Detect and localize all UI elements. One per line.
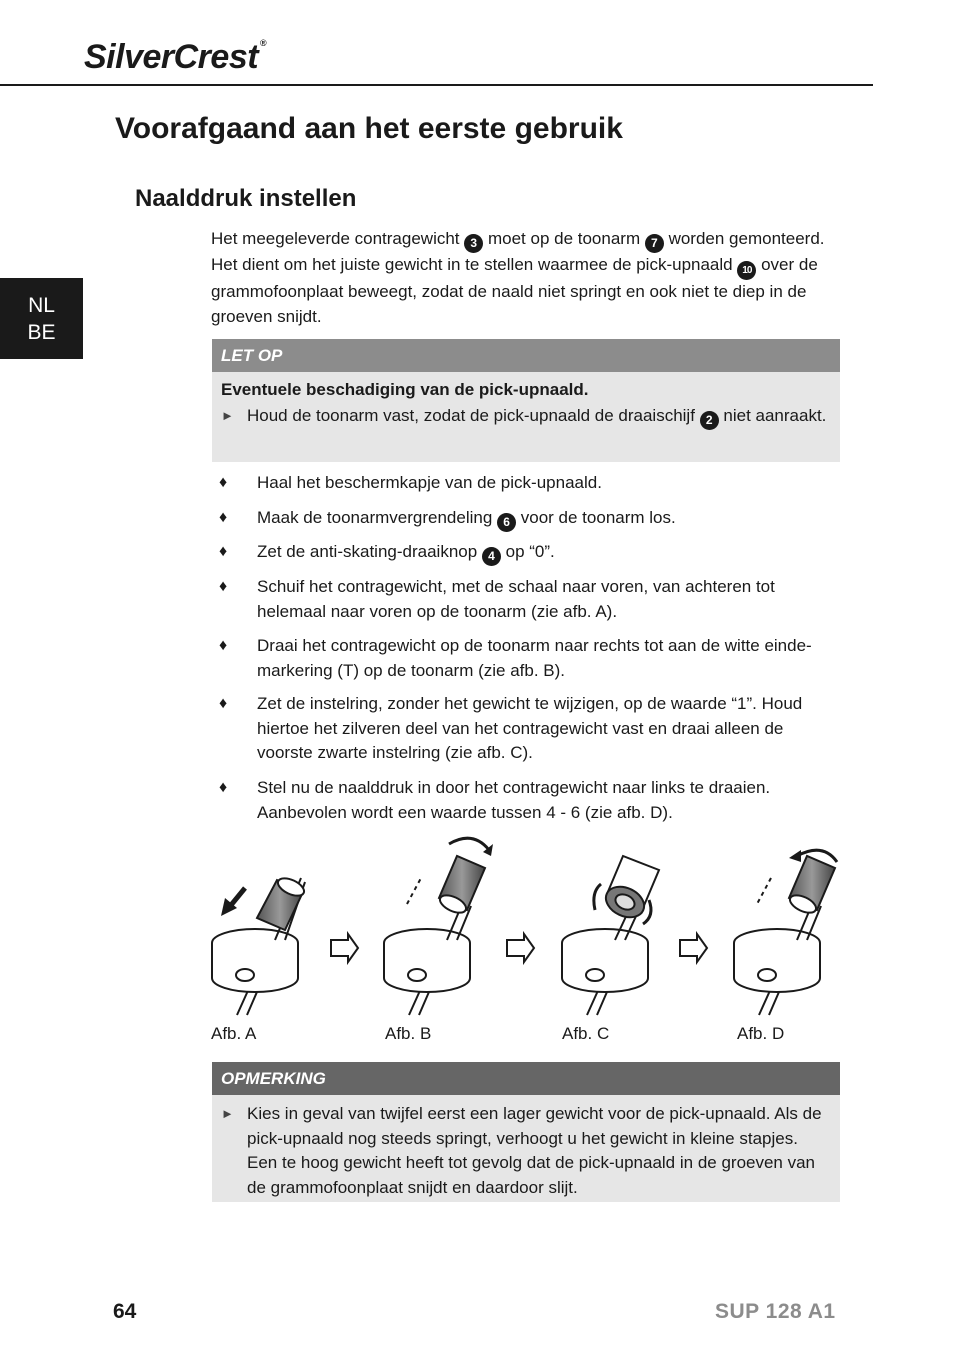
diamond-bullet-icon: ♦: [219, 695, 228, 712]
diamond-bullet-icon: ♦: [219, 637, 228, 654]
warning-header: LET OP: [212, 339, 840, 372]
part-number-badge: 7: [645, 234, 664, 253]
figure-caption-d: Afb. D: [737, 1024, 785, 1043]
step-item: ♦ Maak de toonarmvergrendeling 6 voor de toonarm los.: [212, 506, 842, 532]
page-title: Voorafgaand aan het eerste gebruik: [115, 112, 623, 145]
brand-logo: SilverCrest ®: [84, 38, 267, 76]
arrow-right-icon: [507, 934, 534, 962]
triangle-arrow-icon: ►: [221, 1106, 234, 1121]
arrow-right-icon: [331, 934, 358, 962]
figure-caption-c: Afb. C: [562, 1024, 610, 1043]
diamond-bullet-icon: ♦: [219, 543, 228, 560]
note-box: [212, 1062, 840, 1202]
arrow-right-icon: [680, 934, 707, 962]
figure-caption-a: Afb. A: [211, 1024, 257, 1043]
diamond-bullet-icon: ♦: [219, 509, 228, 526]
triangle-arrow-icon: ►: [221, 408, 234, 423]
step-item: ♦ Haal het beschermkapje van de pick-upnaald.: [212, 471, 842, 496]
header-rule: [0, 84, 873, 86]
note-item: ► Kies in geval van twijfel eerst een lager gewicht voor de pick-upnaald. Als de pick-upnaald nog steeds springt, verhoogt u het gewicht in kleine stapjes. Een te hoog gewicht heeft tot gevolg dat de pick-upnaald in de groeven van de grammofoonplaat snijdt en daardoor slijt.: [221, 1102, 830, 1200]
figure-d: [734, 850, 837, 1015]
language-tab: [0, 278, 83, 359]
note-header: OPMERKING: [212, 1062, 840, 1095]
language-code-be: BE: [27, 320, 56, 344]
counterweight-illustration: [205, 830, 845, 1020]
figure-b: [384, 838, 493, 1015]
part-number-badge: 3: [464, 234, 483, 253]
intro-paragraph: Het meegeleverde contragewicht 3 moet op de toonarm 7 worden gemonteerd. Het dient om het juiste gewicht in te stellen waarmee de pick-upnaald 10 over de grammofoonplaat beweegt, zodat de naald niet springt en ook niet te diep in de groeven snijdt.: [211, 229, 825, 326]
warning-title: Eventuele beschadiging van de pick-upnaald.: [221, 380, 589, 399]
page-number: 64: [113, 1300, 137, 1323]
part-number-badge: 6: [497, 513, 516, 532]
step-item: ♦ Stel nu de naalddruk in door het contragewicht naar links te draaien. Aanbevolen wordt een waarde tussen 4 - 6 (zie afb. D).: [212, 776, 842, 825]
diamond-bullet-icon: ♦: [219, 779, 228, 796]
step-item: ♦ Zet de instelring, zonder het gewicht te wijzigen, op de waarde “1”. Houd hiertoe het zilveren deel van het contragewicht vast en draai alleen de voorste zwarte instelring (zie afb. C).: [212, 692, 842, 766]
section-title: Naalddruk instellen: [135, 185, 357, 212]
model-number: SUP 128 A1: [715, 1300, 836, 1323]
part-number-badge: 2: [700, 411, 719, 430]
figure-caption-b: Afb. B: [385, 1024, 432, 1043]
step-item: ♦ Draai het contragewicht op de toonarm naar rechts tot aan de witte einde-markering (T) op de toonarm (zie afb. B).: [212, 634, 842, 683]
warning-item: ► Houd de toonarm vast, zodat de pick-upnaald de draaischijf 2 niet aanraakt.: [221, 404, 830, 430]
step-item: ♦ Schuif het contragewicht, met de schaal naar voren, van achteren tot helemaal naar voren op de toonarm (zie afb. A).: [212, 575, 842, 624]
language-code-nl: NL: [28, 293, 55, 317]
diamond-bullet-icon: ♦: [219, 578, 228, 595]
diamond-bullet-icon: ♦: [219, 474, 228, 491]
warning-box: [212, 339, 840, 462]
step-item: ♦ Zet de anti-skating-draaiknop 4 op “0”.: [212, 540, 842, 566]
part-number-badge: 10: [737, 261, 756, 280]
figure-a: [212, 875, 307, 1015]
figure-c: [562, 856, 659, 1015]
part-number-badge: 4: [482, 547, 501, 566]
